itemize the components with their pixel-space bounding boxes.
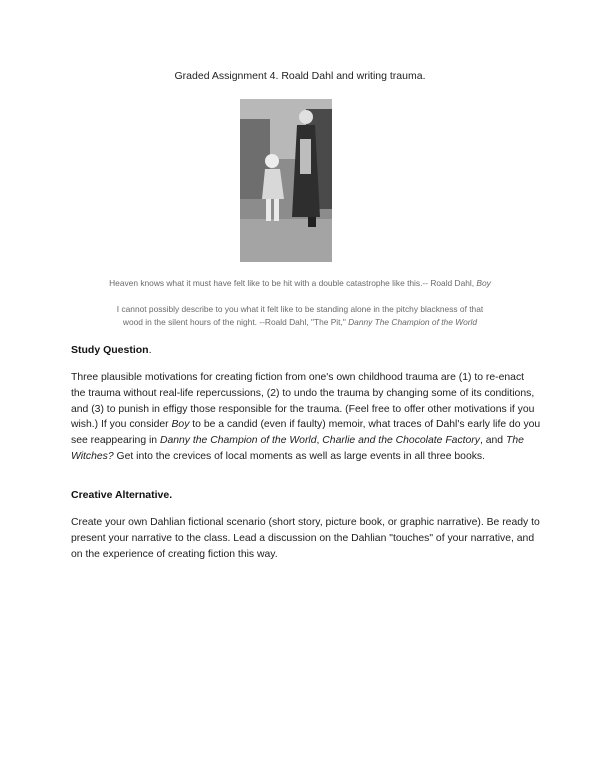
book-title-charlie: Charlie and the Chocolate Factory (322, 435, 480, 447)
quote-text-line2: wood in the silent hours of the night. --Roald Dahl, "The Pit," (122, 317, 349, 327)
photo-illustration (240, 99, 332, 262)
heading-text: Study Question (71, 344, 149, 356)
book-title-danny: Danny the Champion of the World (159, 435, 317, 447)
creative-alternative-paragraph: Create your own Dahlian fictional scenario (short story, picture book, or graphic narrative). Be ready to present your narrative to the class. Lead a discussion on the Dahlian "touches" of your narrative, and on the experience of creating fiction this way. (71, 517, 540, 560)
paragraph-text-b: to be a candid (even if faulty) memoir, what traces of Dahl's early life do you see reappearing in (71, 419, 541, 447)
book-title-witches: The Witches? (71, 435, 524, 462)
book-title-boy: Boy (171, 419, 190, 431)
photo-of-woman-and-child (240, 99, 332, 262)
creative-alternative-heading: Creative Alternative. (71, 489, 173, 501)
paragraph-text-c: Get into the crevices of local moments as well as large events in all three books. (113, 450, 485, 462)
quote-caption-2 (60, 303, 540, 329)
separator: , and (479, 435, 506, 447)
separator: , (316, 435, 323, 447)
paragraph-text-a: Three plausible motivations for creating fiction from one's own childhood trauma are (1) to re-enact the trauma without real-life repercussions, (2) to undo the trauma by changing some of its conditions, and (3) to punish in effigy those responsible for the trauma. (Feel free to offer other motivations if you wish.) If you consider (71, 372, 535, 431)
heading-period: . (148, 344, 152, 356)
quote-source: Danny The Champion of the World (348, 317, 478, 327)
quote-source: Boy (476, 278, 491, 288)
study-question-paragraph (71, 370, 541, 465)
quote-caption-1 (60, 277, 540, 290)
quote-text: Heaven knows what it must have felt like to be hit with a double catastrophe like this.-- Roald Dahl, (109, 278, 477, 288)
quote-text-line1: I cannot possibly describe to you what it felt like to be standing alone in the pitchy blackness of that (116, 304, 484, 314)
page-title: Graded Assignment 4. Roald Dahl and writing trauma. (174, 70, 426, 82)
study-question-heading (71, 344, 152, 356)
